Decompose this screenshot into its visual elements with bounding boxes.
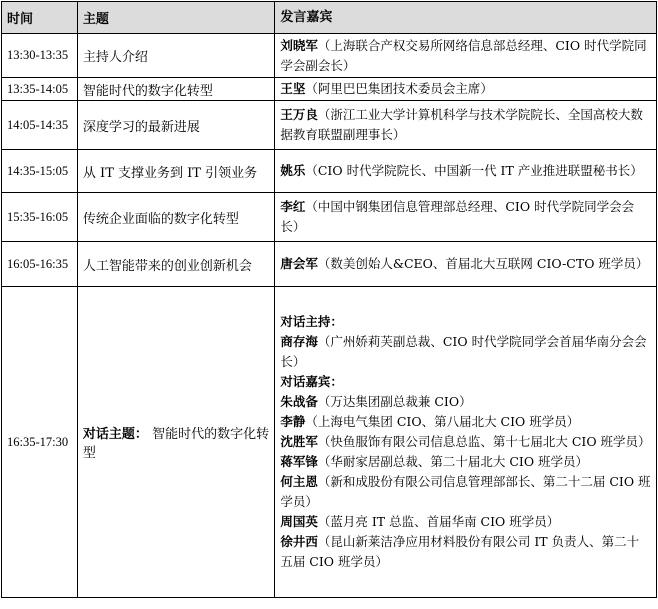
table-row bbox=[2, 193, 657, 242]
speaker-desc: （上海联合产权交易所网络信息部总经理、CIO 时代学院同学会副会长） bbox=[280, 37, 647, 73]
speaker-desc: （浙江工业大学计算机科学与技术学院院长、全国高校大数据教育联盟副理事长） bbox=[280, 107, 643, 142]
guest-desc: （昆山新莱洁净应用材料股份有限公司 IT 负责人、第二十五届 CIO 班学员） bbox=[280, 534, 640, 569]
guest-name: 蒋军锋 bbox=[280, 454, 318, 469]
time-cell: 14:35-15:05 bbox=[2, 150, 78, 193]
guest-entry bbox=[280, 512, 651, 532]
dialogue-topic-label: 对话主题： bbox=[82, 427, 148, 442]
speaker-cell bbox=[275, 78, 657, 101]
header-speakers: 发言嘉宾 bbox=[275, 2, 657, 34]
dialogue-speakers-cell bbox=[275, 287, 657, 598]
time-cell: 15:35-16:05 bbox=[2, 193, 78, 242]
speaker-cell bbox=[275, 101, 657, 150]
speaker-name: 王万良 bbox=[280, 107, 318, 122]
speaker-name: 姚乐 bbox=[280, 163, 306, 178]
time-cell: 13:30-13:35 bbox=[2, 34, 78, 78]
guest-name: 沈胜军 bbox=[280, 434, 318, 449]
dialogue-topic-cell bbox=[77, 287, 274, 598]
table-row bbox=[2, 78, 657, 101]
guest-name: 徐井西 bbox=[280, 534, 318, 549]
header-topic: 主题 bbox=[77, 2, 274, 34]
table-row bbox=[2, 34, 657, 78]
guest-desc: （上海电气集团 CIO、第八届北大 CIO 班学员） bbox=[305, 414, 580, 429]
time-cell: 16:05-16:35 bbox=[2, 242, 78, 287]
speaker-cell bbox=[275, 34, 657, 78]
time-cell: 14:05-14:35 bbox=[2, 101, 78, 150]
host-desc: （广州娇莉芙副总裁、CIO 时代学院同学会首届华南分会会长） bbox=[280, 334, 647, 369]
guest-desc: （万达集团副总裁兼 CIO） bbox=[317, 394, 472, 409]
guest-desc: （蓝月亮 IT 总监、首届华南 CIO 班学员） bbox=[317, 514, 560, 529]
agenda-table bbox=[1, 1, 657, 598]
guest-name: 李静 bbox=[280, 414, 306, 429]
header-time: 时间 bbox=[2, 2, 78, 34]
topic-cell: 主持人介绍 bbox=[77, 34, 274, 78]
header-row bbox=[2, 2, 657, 34]
table-row bbox=[2, 242, 657, 287]
dialogue-host-label: 对话主持： bbox=[280, 314, 343, 329]
speaker-cell bbox=[275, 193, 657, 242]
topic-cell: 人工智能带来的创业创新机会 bbox=[77, 242, 274, 287]
guest-desc: （快鱼服饰有限公司信息总监、第十七届北大 CIO 班学员） bbox=[317, 434, 651, 449]
topic-cell: 深度学习的最新进展 bbox=[77, 101, 274, 150]
speaker-desc: （中国中钢集团信息管理部总经理、CIO 时代学院同学会会长） bbox=[280, 199, 635, 234]
guest-entry bbox=[280, 392, 651, 412]
speaker-name: 李红 bbox=[280, 199, 306, 214]
dialogue-row bbox=[2, 287, 657, 598]
guest-desc: （华耐家居副总裁、第二十届北大 CIO 班学员） bbox=[317, 454, 589, 469]
dialogue-guests-label: 对话嘉宾： bbox=[280, 374, 343, 389]
guest-name: 朱战备 bbox=[280, 394, 318, 409]
time-cell: 16:35-17:30 bbox=[2, 287, 78, 598]
guest-name: 何主恩 bbox=[280, 474, 318, 489]
guest-name: 周国英 bbox=[280, 514, 318, 529]
speaker-name: 王坚 bbox=[280, 81, 306, 96]
topic-cell: 智能时代的数字化转型 bbox=[77, 78, 274, 101]
speaker-desc: （数美创始人&CEO、首届北大互联网 CIO-CTO 班学员） bbox=[317, 256, 649, 271]
guest-entry bbox=[280, 532, 651, 572]
guest-entry bbox=[280, 432, 651, 452]
guest-entry bbox=[280, 452, 651, 472]
speaker-desc: （阿里巴巴集团技术委员会主席） bbox=[305, 81, 493, 96]
guest-entry bbox=[280, 412, 651, 432]
speaker-cell bbox=[275, 242, 657, 287]
topic-cell: 从 IT 支撑业务到 IT 引领业务 bbox=[77, 150, 274, 193]
speaker-name: 刘晓军 bbox=[280, 37, 318, 53]
speaker-cell bbox=[275, 150, 657, 193]
agenda-table-wrapper bbox=[1, 1, 657, 598]
topic-cell: 传统企业面临的数字化转型 bbox=[77, 193, 274, 242]
guest-entry bbox=[280, 472, 651, 512]
guest-desc: （新和成股份有限公司信息管理部部长、第二十二届 CIO 班学员） bbox=[280, 474, 651, 509]
time-cell: 13:35-14:05 bbox=[2, 78, 78, 101]
table-row bbox=[2, 150, 657, 193]
host-name: 商存海 bbox=[280, 334, 318, 349]
table-row bbox=[2, 101, 657, 150]
speaker-desc: （CIO 时代学院院长、中国新一代 IT 产业推进联盟秘书长） bbox=[305, 163, 643, 178]
dialogue-topic: 智能时代的数字化转型 bbox=[82, 427, 270, 461]
speaker-name: 唐会军 bbox=[280, 256, 318, 271]
